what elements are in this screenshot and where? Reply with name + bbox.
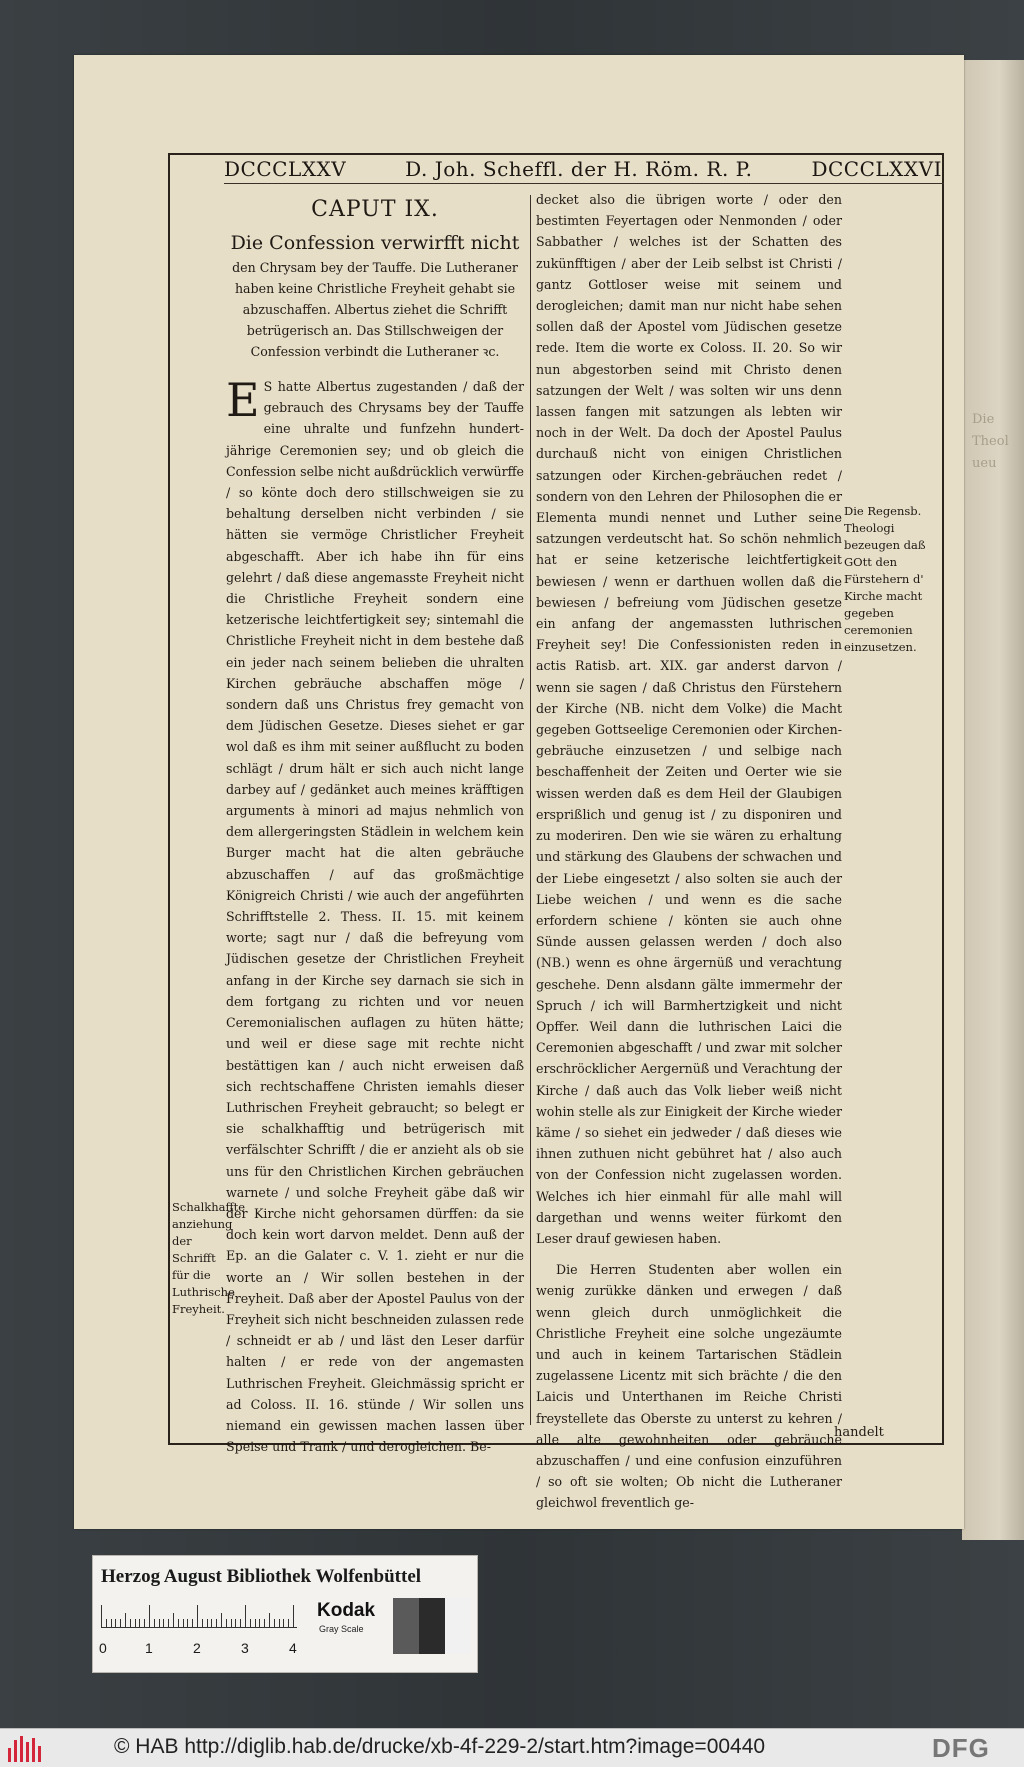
ruler-number: 2	[193, 1640, 201, 1656]
summary-lead: Die Confession verwirfft nicht	[230, 232, 520, 254]
chapter-title: CAPUT IX.	[311, 197, 439, 222]
ruler-tick	[192, 1619, 193, 1627]
ruler-tick	[183, 1619, 184, 1627]
gray-scale-swatches	[393, 1598, 471, 1654]
ruler-tick	[154, 1619, 155, 1627]
library-name: Herzog August Bibliothek Wolfenbüttel	[101, 1566, 422, 1587]
ruler-tick	[168, 1619, 169, 1627]
catchword: handelt	[834, 1425, 884, 1440]
running-head	[224, 155, 942, 183]
left-body-text	[226, 373, 524, 1457]
dfg-logo: DFG	[932, 1733, 990, 1763]
gray-swatch	[445, 1598, 471, 1654]
ruler-number: 3	[241, 1640, 249, 1656]
ruler-tick	[130, 1619, 131, 1627]
ruler-tick	[279, 1619, 280, 1627]
ruler-tick	[211, 1619, 212, 1627]
ruler-number: 1	[145, 1640, 153, 1656]
ruler-tick	[288, 1619, 289, 1627]
left-page-number: DCCCLXXV	[224, 157, 347, 181]
ruler-number: 0	[99, 1640, 107, 1656]
frame-rule	[168, 153, 170, 1443]
grayscale-caption: Gray Scale	[319, 1624, 364, 1634]
summary-text: den Chrysam bey der Tauffe. Die Lutheraner haben keine Christliche Freyheit gehabt sie abzuschaffen. Albertus ziehet die Schrifft betrügerisch an. Das Stillschweigen der Confession verbindt die Lutheraner ꝛc.	[232, 260, 518, 359]
ruler-tick	[226, 1619, 227, 1627]
ruler-tick	[250, 1619, 251, 1627]
ruler-tick	[106, 1619, 107, 1627]
ghost-text: Die	[972, 412, 995, 427]
right-paragraph-2: Die Herren Studenten aber wollen ein wenig zurükke dänken und erwegen / daß wenn gleich durch unmöglichkeit die Christliche Freyheit eine solche ungezäumte und auch in keinem Tartarischen Städlein zugelassene Licentz mit sich brächte / die den Laicis und Unterthanen im Reiche Christi freystellete das Oberste zu unterst zu kehren / alle alte gewohnheiten oder gebräuche abzuschaffen / und eine confusion einzuführen / so oft sie wolten; Ob nicht die Lutheraner gleichwol freventlich ge-	[536, 1262, 842, 1511]
book-page	[74, 55, 964, 1529]
ruler-tick	[259, 1619, 260, 1627]
ruler-tick	[231, 1619, 232, 1627]
ruler-tick	[207, 1619, 208, 1627]
footer-bar	[0, 1728, 1024, 1767]
column-rule	[530, 195, 531, 1425]
ruler-tick	[240, 1619, 241, 1627]
ruler-tick	[202, 1619, 203, 1627]
ruler-tick	[216, 1619, 217, 1627]
ruler-tick	[255, 1619, 256, 1627]
ruler-tick	[235, 1619, 236, 1627]
library-label-card	[92, 1555, 478, 1673]
drop-cap: E	[226, 373, 260, 427]
right-text-column	[536, 189, 842, 1514]
gray-swatch	[419, 1598, 445, 1654]
footer-url[interactable]: © HAB http://diglib.hab.de/drucke/xb-4f-229-2/start.htm?image=00440	[114, 1735, 766, 1758]
chapter-summary	[226, 229, 524, 362]
adjacent-page-edge	[962, 60, 1024, 1540]
ruler-tick	[187, 1619, 188, 1627]
ruler-tick	[115, 1619, 116, 1627]
right-page-number: DCCCLXXVI	[811, 157, 942, 181]
ruler-tick	[269, 1613, 270, 1627]
ruler-tick	[274, 1619, 275, 1627]
ruler-tick	[221, 1613, 222, 1627]
ruler-tick	[245, 1605, 246, 1627]
ruler-tick	[283, 1619, 284, 1627]
header-rule	[224, 183, 944, 184]
left-text-column	[226, 187, 524, 1457]
ruler-tick	[125, 1613, 126, 1627]
frame-rule	[942, 153, 944, 1443]
left-column-text: S hatte Albertus zugestanden / daß der gebrauch des Chrysams bey der Tauffe eine uhralte und funfzehn hundert-jährige Ceremonien sey; und ob gleich die Confession selbe nicht außdrücklich verwürffe / so könte doch dero stillschweigen sie zu behaltung derselben nicht verbinden / sie hätten sie vermöge Christlicher Freyheit abgeschafft. Aber ich habe ihn für eins gelehrt / daß diese angemasste Freyheit nicht die Christliche Freyheit sondern eine ketzerische leichtfertigkeit sey; sintemahl die Christliche Freyheit nicht in dem bestehe daß ein jeder nach seinem belieben die uhralten Kirchen gebräuche abschaffen möge / sondern daß uns Christus frey gemacht von dem Jüdischen Gesetze. Dieses siehet er gar wol daß es ihm mit seiner außflucht zu boden schlägt / drum hält er sich auch nicht lange darbey auf / gedänket auch meines kräfftigen arguments à minori ad majus nehmlich von dem allergeringsten Städlein in welchem kein Burger macht hat die alten gebräuche abzuschaffen / auf das großmächtige Königreich Christi / wie auch der angeführten Schrifftstelle 2. Thess. II. 15. mit keinem worte; sagt nur / daß die befreyung vom Jüdischen gesetze der Christlichen Freyheit anfang in der Kirche sey darnach sie sich in dem fortgang zu richten und vor neuen Ceremonialischen auflagen zu hüten hätte; und weil er diese sage mit rechte nicht bestättigen kan / auch nicht erweisen daß sich rechtschaffene Christen iemahls dieser Luthrischen Freyheit gebraucht; so belegt er sie schalkhafftig und betrügerisch mit verfälschter Schrifft / die er anzieht als ob sie uns für den Christlichen Kirchen gebräuchen warnete / und solche Freyheit gäbe daß wir der Kirche nicht gehorsamen dürffen: da sie doch kein wort darvon meldet. Denn auß der Ep. an die Galater c. V. 1. zieht er nur die worte an / Wir sollen bestehen in der Freyheit. Daß aber der Apostel Paulus von der Freyheit sich nicht beschneiden zulassen rede / schneidt er ab / und läst den Leser darfür halten / er rede von der angemasten Luthrischen Freyheit. Gleichmässig spricht er ad Coloss. II. 16. stünde / Wir sollen uns niemand ein gewissen machen lassen über Speise und Trank / und derogleichen. Be-	[226, 379, 524, 1455]
running-head-title: D. Joh. Scheffl. der H. Röm. R. P.	[405, 157, 753, 181]
ruler-tick	[173, 1613, 174, 1627]
ruler-tick	[135, 1619, 136, 1627]
right-paragraph-1: decket also die übrigen worte / oder den bestimten Feyertagen oder Nenmonden / oder Sabbather / welches ist der Schatten des zukünfftigen / aber der Leib selbst ist Christi / gantz Gottloser weise mit seinem und derogleichen; damit man nur nicht habe sehen sollen daß der Apostel vom Jüdischen gesetze rede. Item die worte ex Coloss. II. 20. So wir nun abgestorben seind mit Christo denen satzungen der Welt / was solten wir uns denn lassen fangen mit satzungen als lebten wir noch in der Welt. Da doch der Apostel Paulus durchauß nicht von einigen Christlichen satzungen oder Kirchen-gebräuchen redet / sondern von den Lehren der Philosophen die er Elementa mundi nennet und Luther seine satzungen verdeutscht hat. So schön nehmlich hat er seine ketzerische leichtfertigkeit bewiesen / wenn er darthuen wollen daß die bewiesen / befreiung vom Jüdischen gesetze ein anfang der angemassten luthrischen Freyheit sey! Die Confessionisten reden in actis Ratisb. art. XIX. gar anderst darvon / wenn sie sagen / daß Christus den Fürstehern der Kirche (NB. nicht dem Volke) die Macht gegeben Gottseelige Ceremonien oder Kirchen-gebräuche einzusetzen / und selbige nach beschaffenheit der Zeiten und Oerter wie sie wissen werden daß es dem Heil der Glaubigen ersprißlich und genug ist / zu disponiren und zu moderiren. Den wie sie wären zu erhaltung und stärkung des Glaubens der schwachen und der Liebe eingesetzt / also solten sie auch der Liebe weichen / und wenn es die sache erfordern schiene / könten sie auch ohne Sünde aussen gelassen werden / doch also (NB.) wenn es ohne ärgernüß und verachtung geschehe. Denn alsdann gälte immermehr der Spruch / ich will Barmhertzigkeit und nicht Opffer. Weil dann die luthrischen Laici die Ceremonien abgeschafft / und zwar mit solcher erschröcklicher Aergernüß und Verachtung der Kirche / daß auch das Volk lieber weiß nicht wohin stelle als zur Einigkeit der Kirche wieder käme / so siehet ein jedweder / daß dieses wie ihnen zuthuen nicht gebühret hat / also auch von der Confession nicht zugelassen worden. Welches ich hier einmahl für alle mahl will dargethan und wenns weiter fürkomt den Leser drauf gewiesen haben.	[536, 192, 842, 1246]
gray-swatch	[393, 1598, 419, 1654]
ruler-number: 4	[289, 1640, 297, 1656]
hab-logo-icon	[8, 1736, 48, 1762]
ruler-tick	[197, 1605, 198, 1627]
ruler-tick	[111, 1619, 112, 1627]
margin-note-right: Die Regensb. Theologi bezeugen daß GOtt den Fürstehern d' Kirche macht gegeben ceremonien einzusetzen.	[844, 504, 926, 654]
ruler-tick	[264, 1619, 265, 1627]
ruler-tick	[101, 1605, 102, 1627]
ruler-tick	[293, 1605, 294, 1627]
scale-ruler	[101, 1604, 297, 1628]
ruler-tick	[144, 1619, 145, 1627]
ghost-text: ueu	[972, 456, 997, 471]
kodak-logo: Kodak	[317, 1600, 376, 1621]
ruler-tick	[159, 1619, 160, 1627]
ruler-tick	[120, 1619, 121, 1627]
ghost-text: Theol	[972, 434, 1009, 449]
ruler-tick	[163, 1619, 164, 1627]
ruler-tick	[178, 1619, 179, 1627]
margin-note-left: Schalkhaffte anziehung der Schrifft für die Luthrische Freyheit.	[172, 1200, 246, 1316]
ruler-tick	[139, 1619, 140, 1627]
ruler-tick	[149, 1605, 150, 1627]
